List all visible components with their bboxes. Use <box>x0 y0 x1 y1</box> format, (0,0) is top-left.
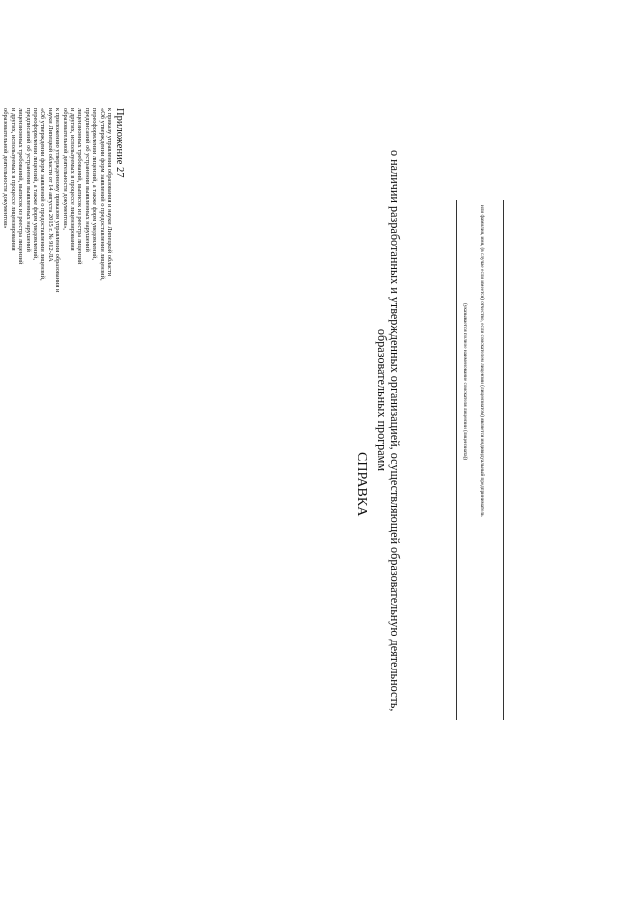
applicant-caption: (указывается полное наименование соискателя лицензии (лицензиата)) <box>462 303 468 461</box>
appendix-line: к приказу управления образования и науки Липецкой области <box>106 108 113 277</box>
appendix-line: и других, используемых в процессе лицензирования <box>68 108 76 251</box>
appendix-line: образовательной деятельности документов» <box>2 108 10 229</box>
subtitle-line: образовательных программ <box>374 328 389 472</box>
document-title: СПРАВКА <box>354 452 369 517</box>
appendix-line: переоформлении лицензий, а также форм уведомлений, <box>31 108 39 260</box>
document-subtitle <box>374 150 402 712</box>
appendix-title: Приложение 27 <box>114 108 125 178</box>
appendix-line: к приложению утвержденному приказом управления образования и <box>54 108 62 293</box>
person-name-line <box>503 200 504 720</box>
appendix-line: науки Липецкой области от 14 августа 2015 г. № 912-ЛА <box>46 108 54 262</box>
appendix-line: и других, используемых в процессе лицензирования <box>9 108 17 251</box>
appendix-line: предписаний об устранении выявленных нарушений <box>83 108 91 252</box>
appendix-line: «Об утверждении форм заявлений о предоставлении лицензий, <box>39 108 47 281</box>
person-caption-wrap <box>479 205 485 516</box>
appendix-block <box>2 108 125 292</box>
applicant-name-line <box>456 200 457 720</box>
subtitle-line: о наличии разработанных и утвержденных организацией, осуществляющей образовательную деятельность, <box>388 150 402 712</box>
appendix-line: лицензионных требований, выписок из реестра лицензий <box>76 108 84 265</box>
appendix-line: образовательной деятельности документов», <box>61 108 69 230</box>
appendix-line: лицензионных требований, выписок из реестра лицензий <box>17 108 25 265</box>
person-caption: или фамилия, имя, (в случае если имеется) отчество, если соискателем лицензии (лицензиатом) является индивидуальный предприниматель <box>479 205 485 517</box>
document-title-wrap <box>353 452 369 516</box>
appendix-line: «Об утверждении форм заявлений о предоставлении лицензий, <box>98 108 106 281</box>
appendix-line: предписаний об устранении выявленных нарушений <box>24 108 32 252</box>
appendix-line: переоформлении лицензий, а также форм уведомлений, <box>91 108 99 260</box>
appendix-text <box>2 108 113 292</box>
applicant-caption-wrap <box>462 303 468 460</box>
